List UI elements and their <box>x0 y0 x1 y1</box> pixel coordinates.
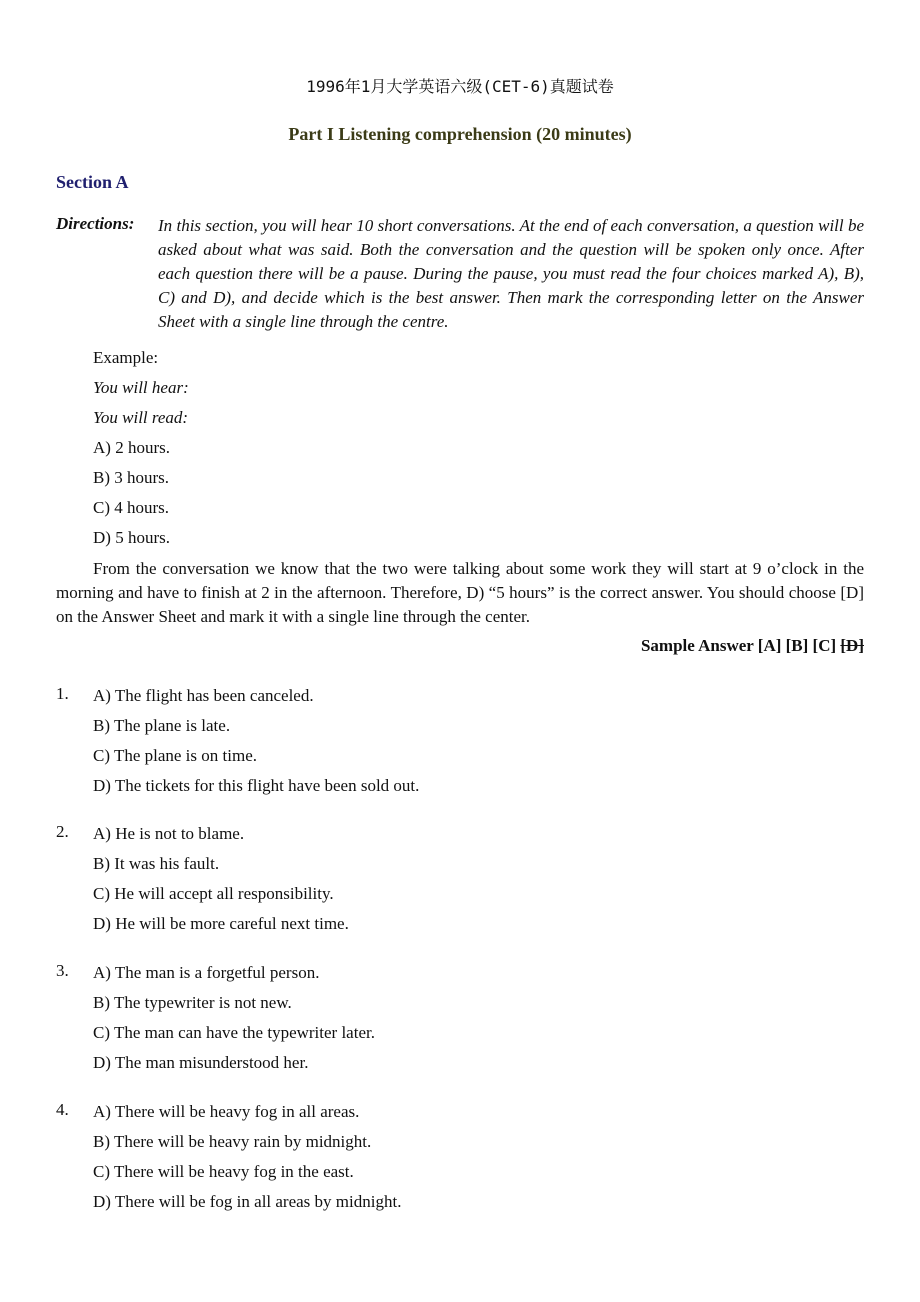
example-read: You will read: <box>93 408 189 427</box>
sample-answer-marked: [D] <box>840 636 864 655</box>
answer-option: C) The plane is on time. <box>93 746 257 765</box>
example-option: C) 4 hours. <box>93 498 170 517</box>
answer-option: D) He will be more careful next time. <box>93 914 349 933</box>
part-heading: Part I Listening comprehension (20 minutes) <box>288 124 632 144</box>
answer-option: B) The typewriter is not new. <box>93 993 292 1012</box>
answer-option: D) The tickets for this flight have been sold out. <box>93 776 420 795</box>
example-option: D) 5 hours. <box>93 528 170 547</box>
answer-option: A) There will be heavy fog in all areas. <box>93 1102 360 1121</box>
question-3 <box>56 961 864 1081</box>
answer-option: C) He will accept all responsibility. <box>93 884 334 903</box>
example-option: A) 2 hours. <box>93 438 170 457</box>
answer-option: C) There will be heavy fog in the east. <box>93 1162 354 1181</box>
question-number: 3. <box>56 961 69 980</box>
exam-title: 1996年1月大学英语六级(CET-6)真题试卷 <box>306 77 614 96</box>
sample-answer-label: Sample Answer [A] [B] [C] <box>640 636 841 655</box>
question-number: 1. <box>56 684 69 703</box>
answer-option: C) The man can have the typewriter later. <box>93 1023 375 1042</box>
question-number: 4. <box>56 1100 69 1119</box>
answer-option: A) The man is a forgetful person. <box>93 963 320 982</box>
directions-block <box>56 214 864 334</box>
example-label: Example: <box>93 348 159 367</box>
question-4 <box>56 1100 864 1220</box>
answer-option: B) It was his fault. <box>93 854 220 873</box>
question-2 <box>56 822 864 942</box>
example-hear: You will hear: <box>93 378 189 397</box>
directions-text: In this section, you will hear 10 short conversations. At the end of each conversation, a question will be asked about what was said. Both the conversation and the question will be spoken only once. After each question there will be a pause. During the pause, you must read the four choices marked A), B), C) and D), and decide which is the best answer. Then mark the corresponding letter on the Answer Sheet with a single line through the centre. <box>158 216 864 331</box>
answer-option: D) The man misunderstood her. <box>93 1053 309 1072</box>
answer-option: B) There will be heavy rain by midnight. <box>93 1132 372 1151</box>
answer-option: D) There will be fog in all areas by midnight. <box>93 1192 402 1211</box>
example-explanation: From the conversation we know that the two were talking about some work they will start at 9 o’clock in the morning and have to finish at 2 in the afternoon. Therefore, D) “5 hours” is the correct answer. You should choose [D] on the Answer Sheet and mark it with a single line through the center. <box>56 559 864 626</box>
directions-label: Directions: <box>56 214 135 233</box>
example-option: B) 3 hours. <box>93 468 170 487</box>
question-number: 2. <box>56 822 69 841</box>
example-block <box>93 346 189 556</box>
answer-option: B) The plane is late. <box>93 716 231 735</box>
section-heading: Section A <box>56 172 129 192</box>
answer-option: A) The flight has been canceled. <box>93 686 314 705</box>
answer-option: A) He is not to blame. <box>93 824 245 843</box>
sample-answer <box>641 636 864 656</box>
question-1 <box>56 684 864 804</box>
